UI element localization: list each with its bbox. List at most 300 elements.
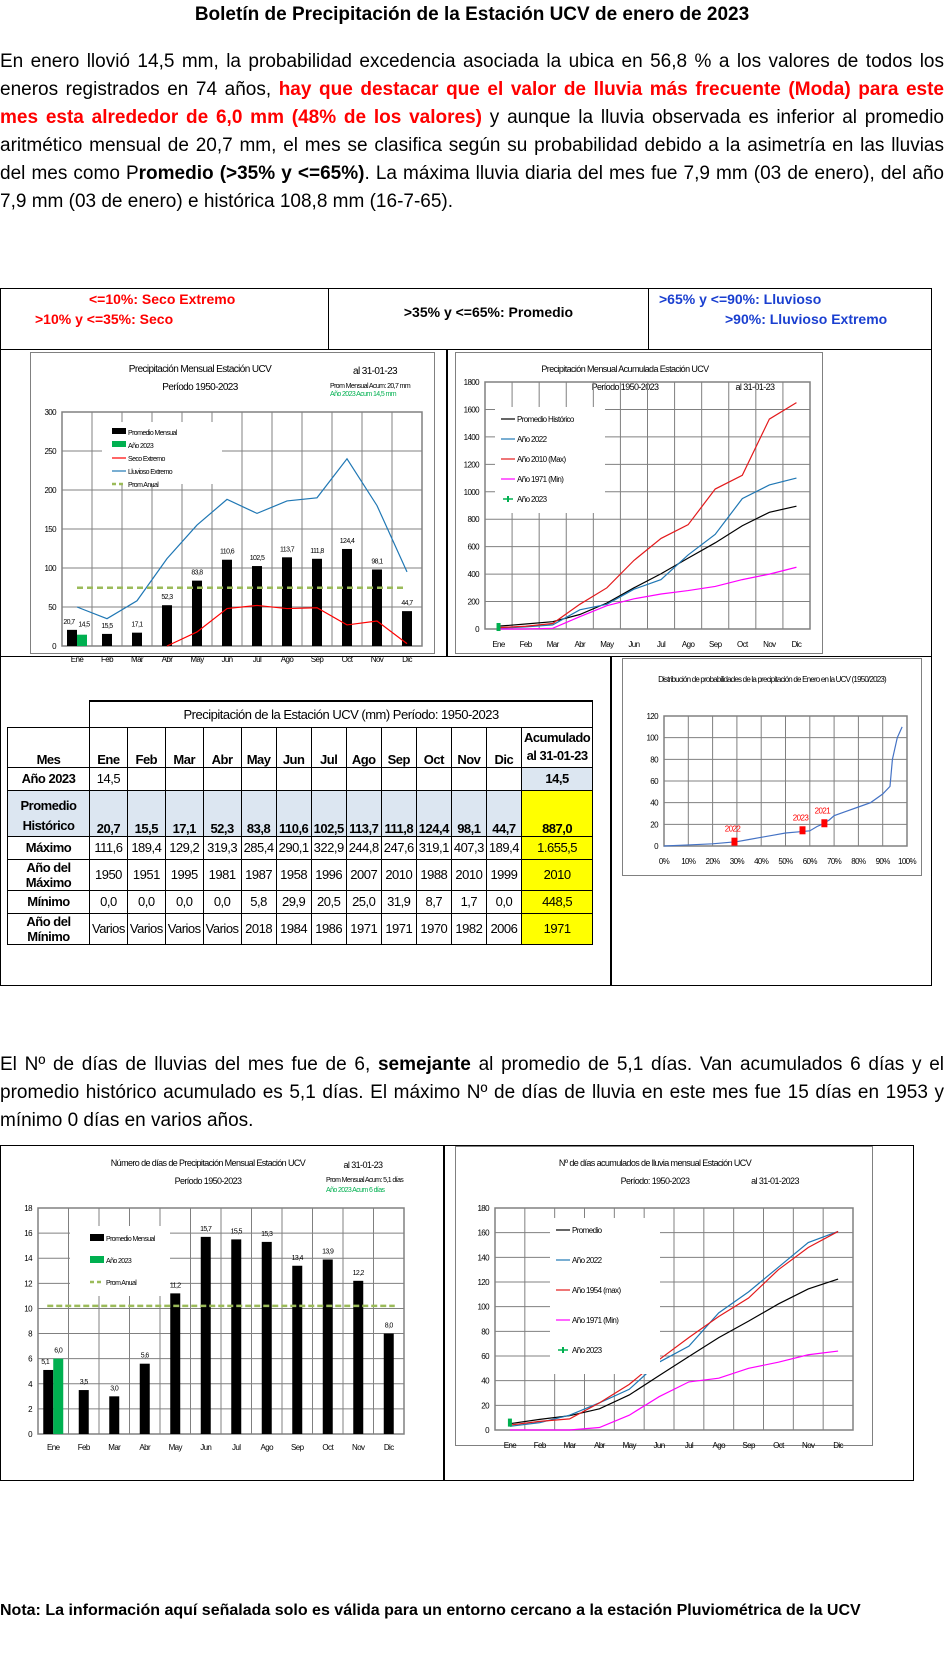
table-cell: Varios bbox=[203, 913, 241, 944]
table-cell bbox=[381, 767, 416, 790]
x-tick-label: 50% bbox=[778, 857, 793, 866]
marker-label: 2023 bbox=[792, 813, 809, 823]
x-tick-label: Feb bbox=[533, 1441, 546, 1450]
table-header-month: Nov bbox=[451, 727, 486, 767]
y-tick-label: 0 bbox=[28, 1430, 32, 1439]
table-cell-acum: 14,5 bbox=[521, 767, 592, 790]
table-cell-acum: 887,0 bbox=[521, 790, 592, 836]
y-tick-label: 14 bbox=[24, 1254, 32, 1264]
y-tick-label: 2 bbox=[28, 1404, 32, 1414]
bar-promedio bbox=[384, 1334, 394, 1434]
y-tick-label: 1400 bbox=[463, 432, 479, 442]
bar-2023 bbox=[77, 635, 87, 646]
table-header-month: Oct bbox=[416, 727, 451, 767]
y-tick-label: 120 bbox=[646, 712, 658, 721]
bar-promedio bbox=[132, 633, 142, 646]
table-cell: 1951 bbox=[127, 859, 165, 890]
y-tick-label: 16 bbox=[24, 1229, 32, 1239]
y-tick-label: 1600 bbox=[463, 405, 479, 415]
x-tick-label: Oct bbox=[773, 1441, 784, 1450]
bar-promedio bbox=[170, 1293, 180, 1434]
table-cell: 2018 bbox=[241, 913, 276, 944]
chart-title: Precipitación Mensual Estación UCV bbox=[128, 364, 272, 375]
intro-text-1: En enero llovió 14,5 mm, la probabilidad excedencia asociada la ubica en 56,8 % a los valores de todos los eneros registrados en 74 años, bbox=[0, 51, 944, 100]
x-tick-label: Sep bbox=[291, 1443, 304, 1452]
bar-promedio bbox=[201, 1237, 211, 1434]
bar-label: 5,1 bbox=[41, 1358, 50, 1366]
chart-date: al 31-01-23 bbox=[343, 1160, 383, 1170]
marker-label: 2022 bbox=[724, 824, 741, 834]
intro-text-2: y aunque la lluvia observada es inferior al promedio aritmético mensual de 20,7 mm, el mes se clasifica según su probabilidad debido a la asimetría en las lluvias del mes como P bbox=[0, 107, 944, 184]
table-cell-acum: 1971 bbox=[521, 913, 592, 944]
row-label: Mínimo bbox=[8, 890, 90, 913]
y-tick-label: 20 bbox=[481, 1401, 489, 1411]
x-tick-label: Jun bbox=[653, 1441, 665, 1450]
y-tick-label: 140 bbox=[477, 1253, 489, 1263]
y-tick-label: 8 bbox=[28, 1329, 32, 1339]
chart-border bbox=[456, 1147, 873, 1446]
x-tick-label: May bbox=[600, 640, 614, 649]
table-header-month: Jun bbox=[276, 727, 311, 767]
x-tick-label: Abr bbox=[161, 655, 173, 664]
legend-label: Promedio Mensual bbox=[128, 430, 177, 437]
bar-label: 20,7 bbox=[63, 618, 75, 626]
y-tick-label: 160 bbox=[477, 1228, 489, 1238]
x-tick-label: Ene bbox=[503, 1441, 517, 1450]
chart-subtitle: Período 1950-2023 bbox=[591, 382, 659, 392]
bar-label: 3,0 bbox=[110, 1385, 119, 1393]
x-tick-label: 20% bbox=[705, 857, 720, 866]
table-row bbox=[8, 859, 593, 890]
legend-label: Promedio bbox=[572, 1226, 602, 1235]
table-title: Precipitación de la Estación UCV (mm) Período: 1950-2023 bbox=[90, 701, 593, 727]
table-cell: 102,5 bbox=[311, 790, 346, 836]
table-cell: 31,9 bbox=[381, 890, 416, 913]
bar-label: 110,6 bbox=[220, 548, 234, 556]
legend-swatch bbox=[507, 496, 509, 502]
bar-promedio bbox=[353, 1281, 363, 1434]
x-tick-label: Feb bbox=[519, 640, 532, 649]
chart-date: al 31-01-23 bbox=[353, 366, 397, 377]
y-tick-label: 18 bbox=[24, 1204, 32, 1213]
bar-promedio bbox=[140, 1364, 150, 1434]
x-tick-label: Dic bbox=[383, 1443, 394, 1452]
table-cell: 52,3 bbox=[203, 790, 241, 836]
marker-label: 2021 bbox=[814, 806, 831, 816]
x-tick-label: Abr bbox=[594, 1441, 605, 1450]
legend-label: Año 1971 (Min) bbox=[572, 1316, 619, 1325]
legend-label: Año 2023 bbox=[106, 1258, 132, 1265]
bar-label: 5,6 bbox=[140, 1352, 149, 1360]
classification-legend bbox=[0, 288, 932, 350]
table-cell: 124,4 bbox=[416, 790, 451, 836]
table-cell: 1971 bbox=[381, 913, 416, 944]
legend-label: Año 2023 bbox=[128, 443, 154, 450]
legend-label: Año 1954 (max) bbox=[572, 1286, 621, 1295]
cumulative-precip-chart bbox=[455, 352, 823, 654]
legend-label: Año 2023 bbox=[517, 495, 547, 504]
bar-label: 52,3 bbox=[161, 594, 173, 602]
bar-label: 98,1 bbox=[371, 558, 383, 566]
legend-swatch bbox=[90, 1256, 104, 1263]
y-tick-label: 40 bbox=[650, 798, 658, 808]
table-cell: 1970 bbox=[416, 913, 451, 944]
x-tick-label: Jul bbox=[656, 640, 666, 649]
table-cell: 1987 bbox=[241, 859, 276, 890]
table-cell: 2007 bbox=[346, 859, 381, 890]
table-cell: 319,1 bbox=[416, 836, 451, 859]
bar-promedio bbox=[262, 1242, 272, 1434]
bar-promedio bbox=[43, 1370, 53, 1434]
bar-label: 111,8 bbox=[310, 547, 324, 555]
bar-promedio bbox=[162, 605, 172, 646]
x-tick-label: Ene bbox=[47, 1443, 60, 1452]
x-tick-label: Nov bbox=[763, 640, 776, 649]
table-header-mes: Mes bbox=[8, 727, 90, 767]
x-tick-label: Dic bbox=[791, 640, 802, 649]
table-cell bbox=[451, 767, 486, 790]
legend-swatch bbox=[112, 428, 126, 434]
x-tick-label: Ago bbox=[712, 1441, 725, 1450]
table-cell: 2010 bbox=[381, 859, 416, 890]
probability-chart bbox=[622, 658, 922, 876]
table-cell: 2006 bbox=[486, 913, 521, 944]
table-cell: 1984 bbox=[276, 913, 311, 944]
x-tick-label: Ago bbox=[681, 640, 695, 649]
table-cell bbox=[311, 767, 346, 790]
table-cell: 319,3 bbox=[203, 836, 241, 859]
x-tick-label: 30% bbox=[729, 857, 745, 866]
y-tick-label: 200 bbox=[467, 597, 479, 607]
table-cell: 20,7 bbox=[90, 790, 128, 836]
table-header-month: Feb bbox=[127, 727, 165, 767]
table-cell: 14,5 bbox=[90, 767, 128, 790]
table-cell: 83,8 bbox=[241, 790, 276, 836]
chart-note: Prom Mensual Acum: 20,7 mm bbox=[330, 383, 411, 390]
table-cell: 113,7 bbox=[346, 790, 381, 836]
bar-promedio bbox=[292, 1266, 302, 1434]
bar-promedio bbox=[102, 634, 112, 646]
bar-promedio bbox=[312, 559, 322, 646]
x-tick-label: Mar bbox=[563, 1441, 576, 1450]
bar-label: 8,0 bbox=[384, 1322, 393, 1330]
x-tick-label: Jul bbox=[684, 1441, 694, 1450]
table-cell bbox=[486, 767, 521, 790]
row-label: Año del Máximo bbox=[8, 859, 90, 890]
y-tick-label: 4 bbox=[28, 1379, 32, 1389]
promedio-label: >35% y <=65%: Promedio bbox=[403, 304, 574, 320]
bar-label: 83,8 bbox=[191, 569, 203, 577]
legend-label: Año 2023 bbox=[572, 1346, 602, 1355]
table-cell: 1999 bbox=[486, 859, 521, 890]
table-row bbox=[8, 790, 593, 836]
table-cell: 17,1 bbox=[165, 790, 203, 836]
y-tick-label: 50 bbox=[48, 603, 56, 612]
legend-label: Año 1971 (Min) bbox=[517, 475, 564, 484]
table-cell-acum: 1.655,5 bbox=[521, 836, 592, 859]
y-tick-label: 0 bbox=[475, 625, 479, 634]
table-cell bbox=[127, 767, 165, 790]
table-cell: 1988 bbox=[416, 859, 451, 890]
x-tick-label: 90% bbox=[875, 857, 890, 866]
y-tick-label: 300 bbox=[44, 408, 56, 417]
chart-note: Año 2023 Acum 6 días bbox=[326, 1187, 385, 1194]
bar-promedio bbox=[372, 569, 382, 646]
y-tick-label: 120 bbox=[477, 1278, 489, 1287]
x-tick-label: 100% bbox=[897, 857, 917, 866]
footnote: Nota: La información aquí señalada solo es válida para un entorno cercano a la estación Pluviométrica de la UCV bbox=[0, 1602, 861, 1619]
table-header-acum: Acumulado al 31-01-23 bbox=[521, 727, 592, 767]
table-cell bbox=[241, 767, 276, 790]
table-cell: 1995 bbox=[165, 859, 203, 890]
x-tick-label: Mar bbox=[131, 655, 143, 664]
lluvioso-label: >65% y <=90%: Lluvioso bbox=[659, 291, 822, 307]
y-tick-label: 80 bbox=[650, 755, 658, 765]
x-tick-label: 10% bbox=[681, 857, 696, 866]
y-tick-label: 100 bbox=[44, 564, 56, 573]
table-cell: 15,5 bbox=[127, 790, 165, 836]
table-cell: 189,4 bbox=[127, 836, 165, 859]
x-tick-label: Ago bbox=[260, 1443, 273, 1452]
bar-label: 15,5 bbox=[230, 1228, 242, 1236]
table-cell: 111,8 bbox=[381, 790, 416, 836]
table-cell: 2010 bbox=[451, 859, 486, 890]
table-cell: 110,6 bbox=[276, 790, 311, 836]
legend-label: Seco Extremo bbox=[128, 456, 165, 463]
rain-days-chart bbox=[8, 1146, 418, 1452]
y-tick-label: 12 bbox=[24, 1279, 32, 1289]
chart-note: Año 2023 Acum 14,5 mm bbox=[330, 391, 396, 398]
table-cell: 98,1 bbox=[451, 790, 486, 836]
x-tick-label: Dic bbox=[402, 655, 412, 664]
bar-label: 11,2 bbox=[169, 1282, 181, 1290]
x-tick-label: Nov bbox=[370, 655, 384, 664]
table-header-month: Jul bbox=[311, 727, 346, 767]
x-tick-label: May bbox=[190, 655, 204, 664]
table-cell: 111,6 bbox=[90, 836, 128, 859]
seco-extremo-label: <=10%: Seco Extremo bbox=[89, 291, 236, 307]
table-cell: 1982 bbox=[451, 913, 486, 944]
days-text-2: al promedio de 5,1 días. Van acumulados 6 días y el promedio histórico acumulado es 5,1 días. El máximo Nº de días de lluvia en este mes fue 15 días en 1953 y mínimo 0 días en varios años. bbox=[0, 1054, 944, 1131]
row-label: Promedio Histórico bbox=[8, 790, 90, 836]
bar-promedio bbox=[231, 1239, 241, 1434]
table-cell bbox=[203, 767, 241, 790]
table-cell: 407,3 bbox=[451, 836, 486, 859]
chart-title: Nº de días acumulados de lluvia mensual Estación UCV bbox=[558, 1158, 752, 1168]
table-header-month: Dic bbox=[486, 727, 521, 767]
table-cell: Varios bbox=[165, 913, 203, 944]
chart-border bbox=[623, 659, 922, 876]
bar-label: 113,7 bbox=[280, 546, 294, 554]
table-cell: Varios bbox=[90, 913, 128, 944]
x-tick-label: Abr bbox=[574, 640, 586, 649]
table-cell: 0,0 bbox=[203, 890, 241, 913]
table-row bbox=[8, 890, 593, 913]
x-tick-label: Ago bbox=[280, 655, 294, 664]
x-tick-label: Feb bbox=[101, 655, 113, 664]
classification-wet bbox=[649, 289, 931, 349]
divider bbox=[610, 656, 612, 986]
table-cell-acum: 2010 bbox=[521, 859, 592, 890]
x-tick-label: Sep bbox=[708, 640, 722, 649]
y-tick-label: 250 bbox=[44, 447, 56, 456]
x-tick-label: Jul bbox=[232, 1443, 241, 1452]
bar-label: 6,0 bbox=[54, 1347, 63, 1355]
marker-2023 bbox=[497, 623, 501, 631]
divider bbox=[446, 349, 448, 657]
table-cell: 1,7 bbox=[451, 890, 486, 913]
bar-promedio bbox=[109, 1396, 119, 1434]
y-tick-label: 40 bbox=[481, 1376, 489, 1386]
bar-label: 44,7 bbox=[401, 600, 413, 608]
table-header-month: Mar bbox=[165, 727, 203, 767]
x-tick-label: Jun bbox=[628, 640, 640, 649]
bar-label: 124,4 bbox=[339, 537, 355, 545]
precip-table bbox=[7, 700, 593, 945]
table-cell: 1986 bbox=[311, 913, 346, 944]
bar-label: 15,5 bbox=[101, 622, 113, 630]
legend-label: Prom Anual bbox=[128, 482, 159, 489]
table-cell: 1958 bbox=[276, 859, 311, 890]
x-tick-label: Sep bbox=[310, 655, 324, 664]
x-tick-label: Nov bbox=[802, 1441, 815, 1450]
table-row bbox=[8, 767, 593, 790]
bar-label: 12,2 bbox=[352, 1269, 364, 1277]
table-header-month: Sep bbox=[381, 727, 416, 767]
legend-label: Promedio Histórico bbox=[517, 415, 574, 424]
table-header-month: May bbox=[241, 727, 276, 767]
bar-promedio bbox=[79, 1390, 89, 1434]
table-cell-acum: 448,5 bbox=[521, 890, 592, 913]
y-tick-label: 100 bbox=[646, 733, 658, 743]
intro-classification: romedio (>35% y <=65%) bbox=[138, 163, 365, 184]
lluvioso-extremo-label: >90%: Lluvioso Extremo bbox=[725, 311, 888, 327]
x-tick-label: Dic bbox=[833, 1441, 843, 1450]
x-tick-label: Mar bbox=[546, 640, 559, 649]
x-tick-label: Ene bbox=[70, 655, 84, 664]
x-tick-label: Oct bbox=[736, 640, 748, 649]
table-cell: 0,0 bbox=[127, 890, 165, 913]
table-cell: Varios bbox=[127, 913, 165, 944]
chart-subtitle: Período 1950-2023 bbox=[162, 382, 238, 393]
bar-label: 14,5 bbox=[78, 621, 90, 629]
legend-label: Promedio Mensual bbox=[106, 1236, 155, 1243]
chart-date: al 31-01-2023 bbox=[751, 1176, 799, 1186]
table-cell: 0,0 bbox=[486, 890, 521, 913]
table-cell: 8,7 bbox=[416, 890, 451, 913]
y-tick-label: 600 bbox=[467, 542, 479, 552]
x-tick-label: May bbox=[622, 1441, 636, 1450]
bar-2023 bbox=[53, 1359, 63, 1434]
row-label: Año 2023 bbox=[8, 767, 90, 790]
x-tick-label: Mar bbox=[108, 1443, 121, 1452]
y-tick-label: 80 bbox=[481, 1327, 489, 1337]
table-cell: 5,8 bbox=[241, 890, 276, 913]
year-marker bbox=[800, 826, 806, 834]
y-tick-label: 20 bbox=[650, 820, 658, 830]
days-paragraph bbox=[0, 1051, 944, 1135]
bar-promedio bbox=[323, 1259, 333, 1434]
row-label: Máximo bbox=[8, 836, 90, 859]
y-tick-label: 6 bbox=[28, 1354, 32, 1364]
table-cell: 1981 bbox=[203, 859, 241, 890]
year-marker bbox=[731, 838, 737, 846]
intro-highlight: hay que destacar que el valor de lluvia más frecuente (Moda) para este mes esta alrededor de 6,0 mm (48% de los valores) bbox=[0, 79, 944, 128]
table-cell bbox=[346, 767, 381, 790]
bar-promedio bbox=[222, 560, 232, 646]
year-marker bbox=[821, 819, 827, 827]
y-tick-label: 0 bbox=[485, 1426, 489, 1435]
table-cell: 0,0 bbox=[165, 890, 203, 913]
table-cell: 1950 bbox=[90, 859, 128, 890]
table-cell bbox=[276, 767, 311, 790]
cumulative-rain-days-chart bbox=[455, 1146, 873, 1450]
x-tick-label: Jun bbox=[200, 1443, 212, 1452]
bar-label: 102,5 bbox=[249, 555, 265, 563]
x-tick-label: 70% bbox=[826, 857, 842, 866]
bar-label: 15,7 bbox=[200, 1225, 212, 1233]
chart-note: Prom Mensual Acum: 5,1 días bbox=[326, 1177, 404, 1184]
classification-average bbox=[329, 289, 649, 349]
days-bold: semejante bbox=[377, 1054, 471, 1075]
legend-label: Año 2022 bbox=[517, 435, 547, 444]
legend-label: Prom Anual bbox=[106, 1280, 137, 1287]
legend-label: Año 2010 (Max) bbox=[517, 455, 566, 464]
table-row bbox=[8, 836, 593, 859]
legend-label: Lluvioso Extremo bbox=[128, 469, 173, 476]
y-tick-label: 10 bbox=[24, 1304, 32, 1314]
x-tick-label: 60% bbox=[802, 857, 817, 866]
bar-label: 13,9 bbox=[322, 1248, 334, 1256]
x-tick-label: Oct bbox=[322, 1443, 334, 1452]
x-tick-label: Sep bbox=[742, 1441, 755, 1450]
bar-label: 17,1 bbox=[131, 621, 143, 629]
y-tick-label: 1000 bbox=[463, 487, 479, 497]
chart-subtitle: Período: 1950-2023 bbox=[620, 1176, 690, 1186]
table-cell: 44,7 bbox=[486, 790, 521, 836]
legend-swatch bbox=[112, 441, 126, 447]
table-header-month: Ago bbox=[346, 727, 381, 767]
x-tick-label: Jul bbox=[252, 655, 262, 664]
x-tick-label: Ene bbox=[492, 640, 505, 649]
seco-label: >10% y <=35%: Seco bbox=[35, 311, 174, 327]
bar-label: 3,5 bbox=[79, 1379, 88, 1387]
table-cell: 322,9 bbox=[311, 836, 346, 859]
page-title: Boletín de Precipitación de la Estación UCV de enero de 2023 bbox=[194, 4, 750, 25]
y-tick-label: 0 bbox=[52, 642, 56, 651]
table-cell: 0,0 bbox=[90, 890, 128, 913]
y-tick-label: 0 bbox=[654, 842, 658, 851]
legend-label: Año 2022 bbox=[572, 1256, 602, 1265]
chart-subtitle: Período 1950-2023 bbox=[174, 1176, 242, 1186]
days-text-1: El Nº de días de lluvias del mes fue de 6, bbox=[0, 1054, 378, 1075]
table-row bbox=[8, 913, 593, 944]
bar-label: 13,4 bbox=[291, 1254, 303, 1262]
table-cell: 247,6 bbox=[381, 836, 416, 859]
y-tick-label: 1200 bbox=[463, 460, 479, 470]
chart-title: Precipitación Mensual Acumulada Estación UCV bbox=[541, 364, 709, 374]
x-tick-label: Oct bbox=[341, 655, 353, 664]
intro-text-3: . La máxima lluvia diaria del mes fue 7,9 mm (03 de enero), del año 7,9 mm (03 de enero) e histórica 108,8 mm (16-7-65). bbox=[0, 163, 944, 212]
table-cell: 285,4 bbox=[241, 836, 276, 859]
x-tick-label: Jun bbox=[221, 655, 233, 664]
bar-promedio bbox=[67, 630, 77, 646]
y-tick-label: 60 bbox=[650, 777, 658, 786]
chart-title: Número de días de Precipitación Mensual Estación UCV bbox=[110, 1158, 306, 1168]
table-cell: 1996 bbox=[311, 859, 346, 890]
table-cell: 129,2 bbox=[165, 836, 203, 859]
x-tick-label: Abr bbox=[139, 1443, 151, 1452]
